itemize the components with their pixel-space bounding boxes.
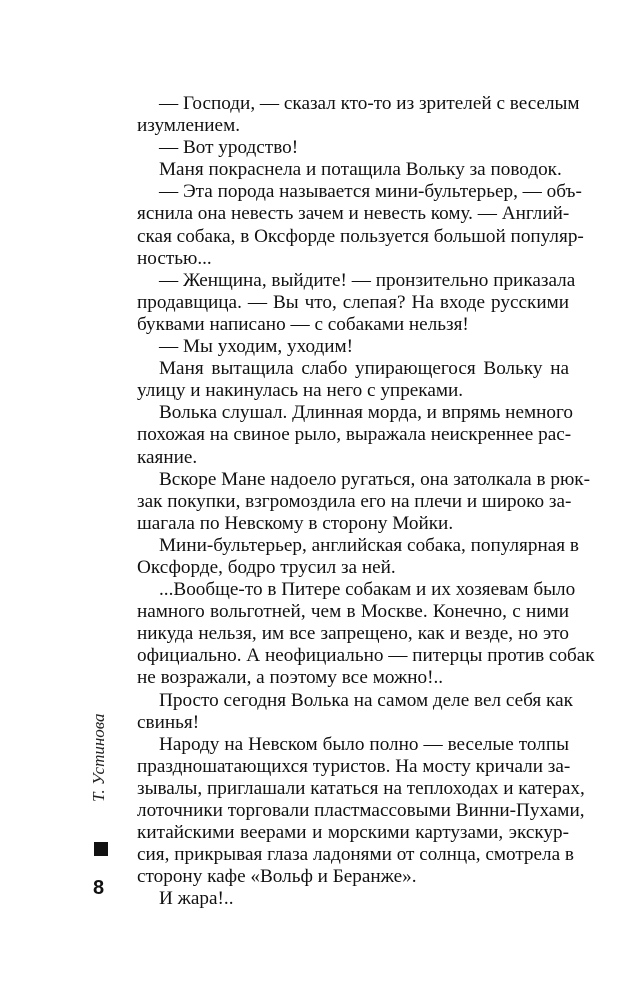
text-line: — Эта порода называется мини-бультерьер, — объ- bbox=[159, 181, 582, 203]
text-line: Народу на Невском было полно — веселые толпы bbox=[159, 733, 569, 755]
text-line: сторону кафе «Вольф и Беранже». bbox=[137, 866, 417, 888]
text-line: — Женщина, выйдите! — пронзительно приказала bbox=[159, 269, 576, 291]
text-line: Просто сегодня Волька на самом деле вел себя как bbox=[159, 689, 573, 711]
paragraph bbox=[137, 137, 569, 159]
paragraph bbox=[137, 336, 569, 358]
text-line: Маня вытащила слабо упирающегося Вольку на bbox=[159, 358, 569, 380]
text-line: улицу и накинулась на него с упреками. bbox=[137, 380, 464, 402]
text-line: — Мы уходим, уходим! bbox=[159, 336, 354, 358]
text-line: продавщица. — Вы что, слепая? На входе русскими bbox=[137, 291, 569, 313]
paragraph bbox=[137, 888, 569, 910]
text-line: Мини-бультерьер, английская собака, популярная в bbox=[159, 534, 579, 556]
text-line: ностью... bbox=[137, 247, 212, 269]
paragraph bbox=[137, 733, 585, 889]
page-number: 8 bbox=[93, 877, 105, 899]
text-line: свинья! bbox=[137, 711, 200, 733]
text-line: намного вольготней, чем в Москве. Конечно, с ними bbox=[137, 601, 569, 623]
paragraph bbox=[137, 181, 584, 269]
paragraph bbox=[137, 402, 573, 468]
text-line: Вскоре Мане надоело ругаться, она затолкала в рюк- bbox=[159, 468, 590, 490]
text-line: — Вот уродство! bbox=[159, 137, 299, 159]
text-line: похожая на свиное рыло, выражала неискреннее рас- bbox=[137, 424, 572, 446]
text-line: ...Вообще-то в Питере собакам и их хозяевам было bbox=[159, 579, 576, 601]
text-line: — Господи, — сказал кто-то из зрителей с веселым bbox=[159, 93, 580, 114]
section-marker bbox=[94, 842, 108, 856]
paragraph bbox=[137, 93, 580, 137]
text-line: шагала по Невскому в сторону Мойки. bbox=[137, 512, 454, 534]
text-line: каяние. bbox=[137, 446, 198, 468]
text-line: буквами написано — с собаками нельзя! bbox=[137, 313, 469, 335]
paragraph bbox=[137, 358, 569, 402]
text-line: Маня покраснела и потащила Вольку за поводок. bbox=[159, 159, 562, 181]
text-line: сия, прикрывая глаза ладонями от солнца, смотрела в bbox=[137, 844, 574, 866]
paragraph bbox=[137, 269, 576, 336]
paragraph bbox=[137, 579, 595, 689]
text-line: ская собака, в Оксфорде пользуется большой популяр- bbox=[137, 225, 584, 247]
text-line: лоточники торговали пластмассовыми Винни-Пухами, bbox=[137, 800, 585, 821]
text-line: официально. А неофициально — питерцы против собак bbox=[137, 645, 595, 667]
text-line: не возражали, а поэтому все можно!.. bbox=[137, 667, 444, 689]
text-line: яснила она невесть зачем и невесть кому. — Англий- bbox=[137, 203, 570, 225]
text-line: никуда нельзя, им все запрещено, как и везде, но это bbox=[137, 623, 569, 645]
text-line: зывалы, приглашали кататься на теплоходах и катерах, bbox=[137, 777, 585, 799]
text-line: Волька слушал. Длинная морда, и впрямь немного bbox=[159, 402, 573, 424]
body-text bbox=[137, 93, 595, 910]
text-line: изумлением. bbox=[137, 115, 241, 137]
paragraph bbox=[137, 689, 573, 734]
text-line: праздношатающихся туристов. На мосту кричали за- bbox=[137, 755, 571, 777]
paragraph bbox=[137, 159, 569, 181]
text-line: зак покупки, взгромоздила его на плечи и широко за- bbox=[137, 490, 572, 512]
text-line: китайскими веерами и морскими картузами, экскур- bbox=[137, 822, 569, 844]
paragraph bbox=[137, 468, 590, 535]
paragraph bbox=[137, 534, 579, 579]
text-line: И жара!.. bbox=[159, 888, 234, 910]
running-head-author: Т. Устинова bbox=[89, 713, 108, 802]
text-line: Оксфорде, бодро трусил за ней. bbox=[137, 556, 396, 578]
